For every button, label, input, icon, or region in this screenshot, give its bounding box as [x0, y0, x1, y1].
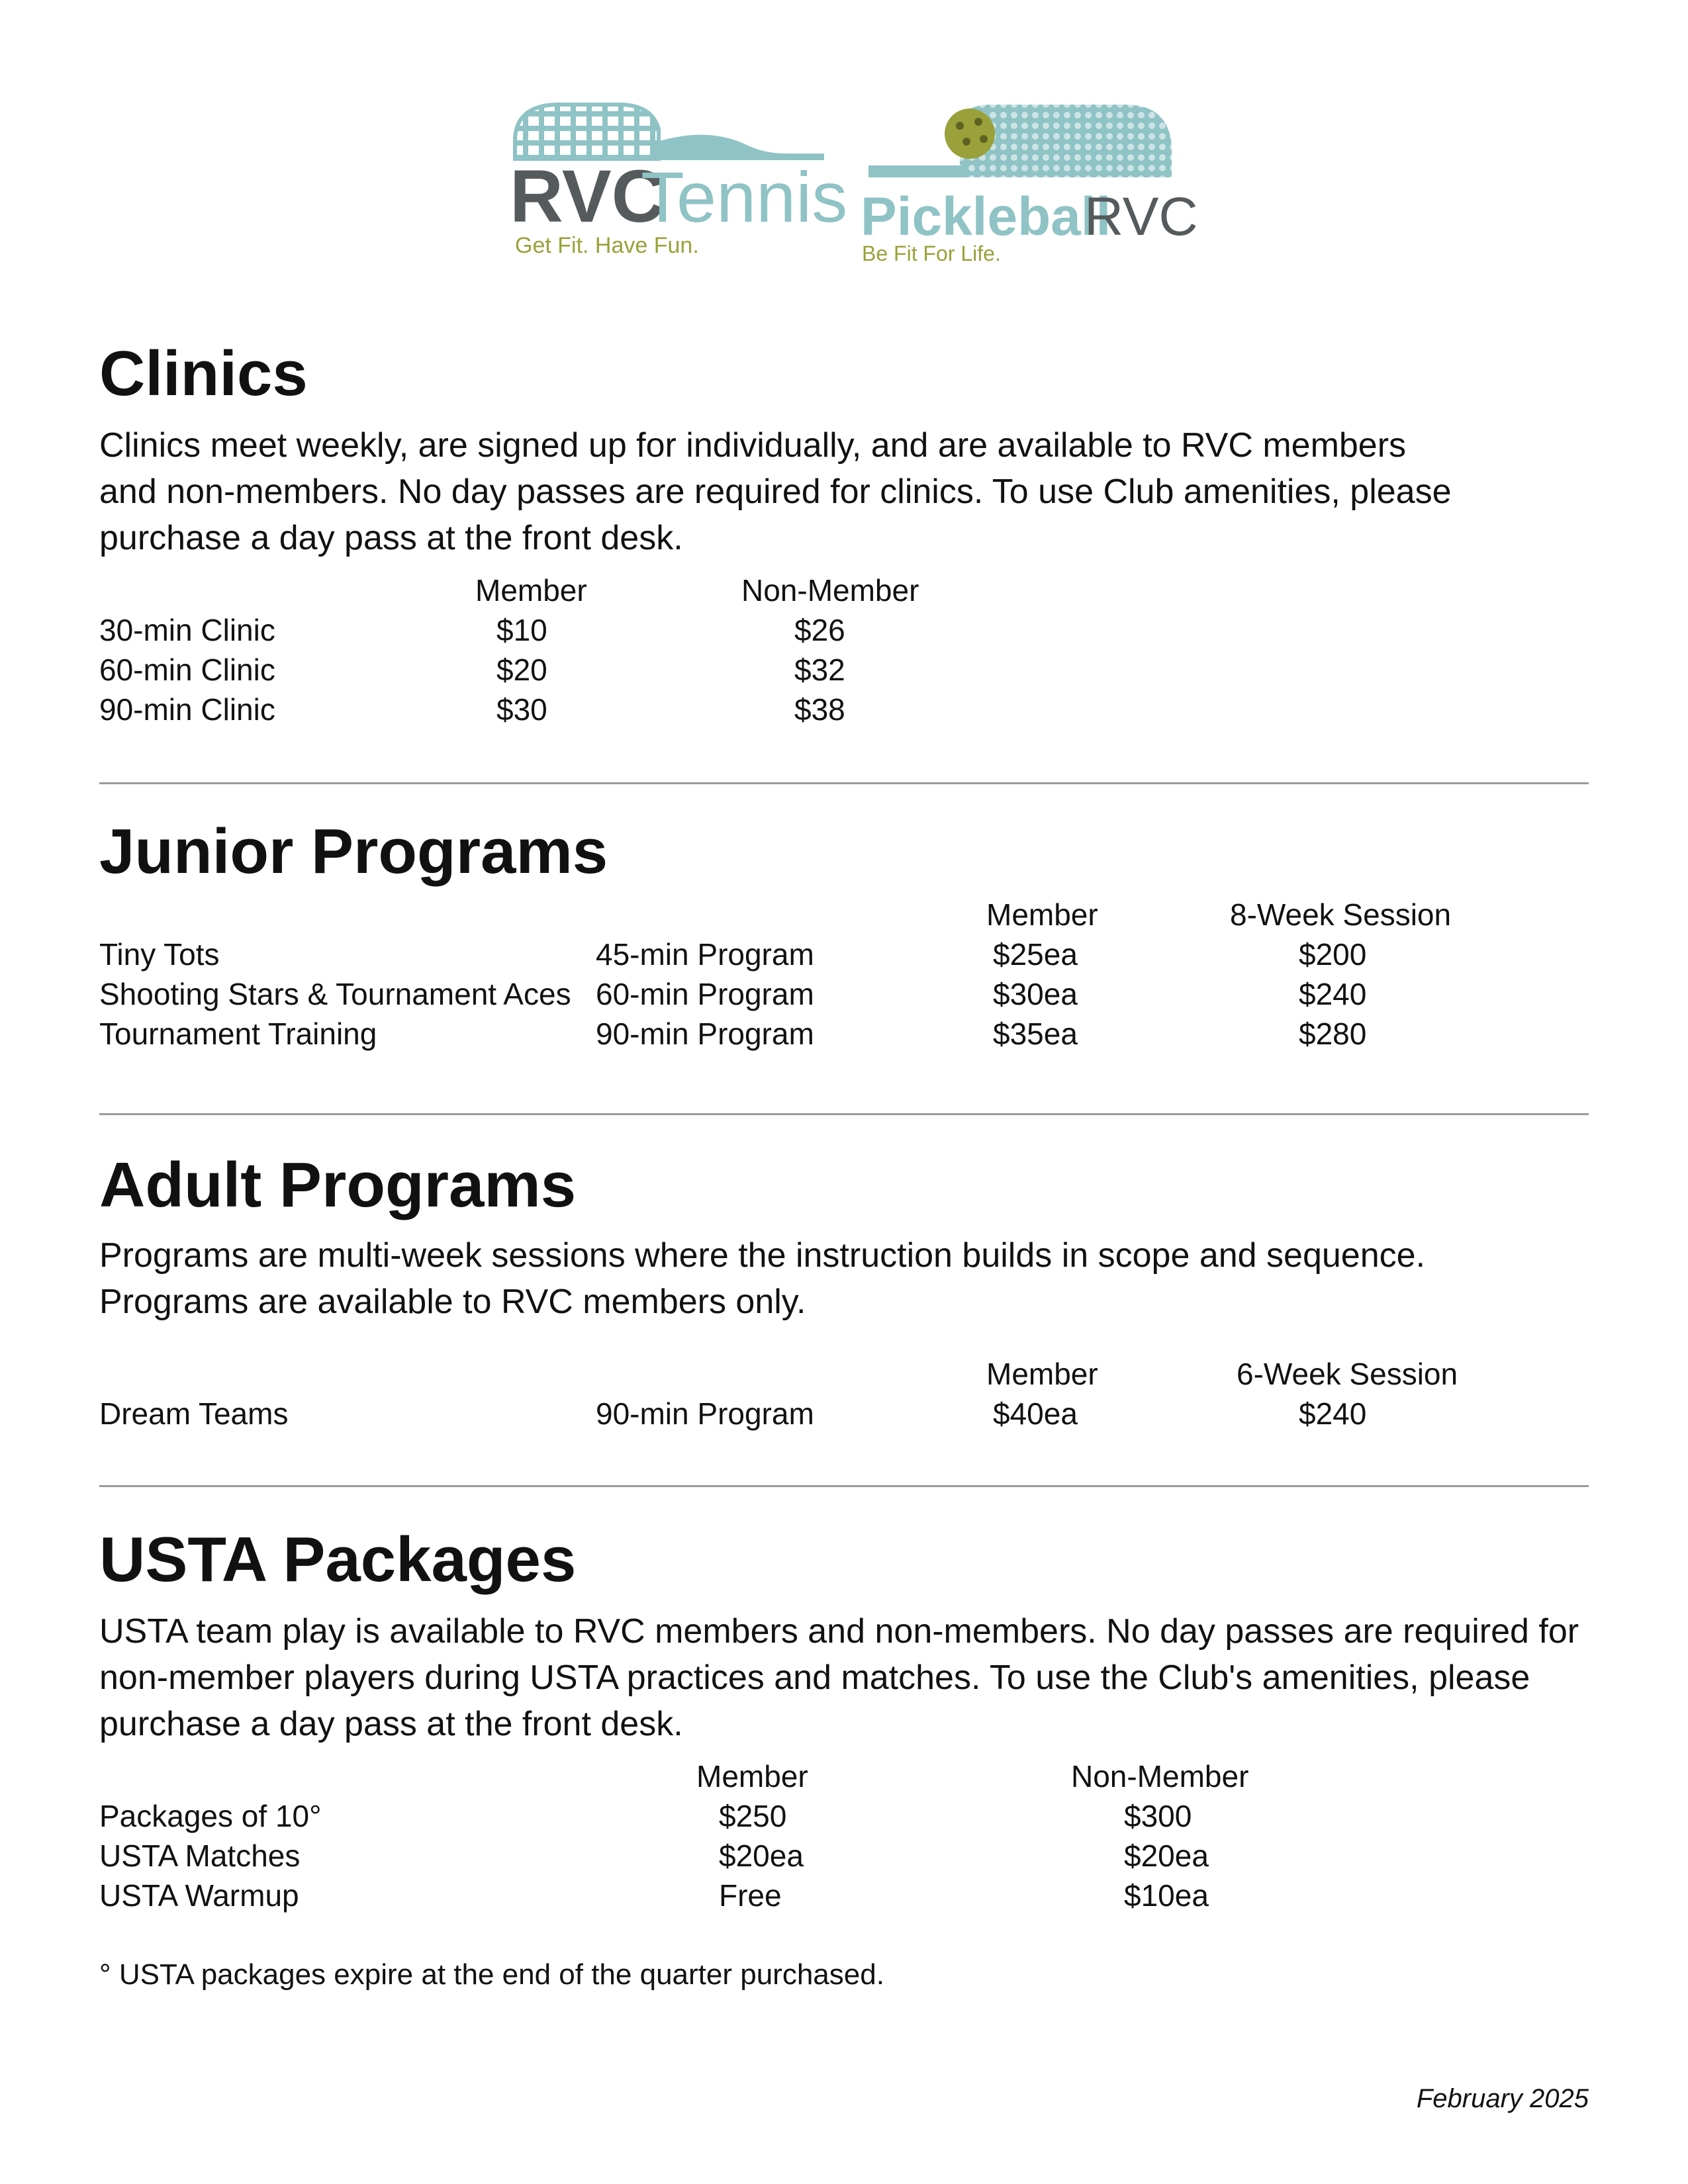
- usta-package-name: USTA Warmup: [99, 1878, 299, 1913]
- junior-session-price: $200: [1299, 937, 1367, 972]
- clinic-member-price: $30: [496, 692, 547, 727]
- clinic-member-price: $20: [496, 653, 547, 687]
- usta-non-member-price: $300: [1124, 1799, 1192, 1833]
- clinic-non-member-price: $38: [794, 692, 845, 727]
- junior-session-price: $280: [1299, 1017, 1367, 1051]
- svg-text:Get Fit. Have Fun.: Get Fit. Have Fun.: [515, 233, 699, 258]
- clinics-desc-line: Clinics meet weekly, are signed up for individually, and are available to RVC members: [99, 426, 1407, 465]
- junior-program-name: Tournament Training: [99, 1017, 377, 1051]
- junior-program-name: Tiny Tots: [99, 937, 220, 972]
- document-date: February 2025: [1416, 2084, 1589, 2113]
- logo-header: [0, 0, 1688, 278]
- junior-program-duration: 45-min Program: [596, 937, 814, 972]
- pickleball-rvc-logo: [861, 99, 1198, 265]
- junior-session-price: $240: [1299, 977, 1367, 1011]
- adult-desc-line: Programs are multi-week sessions where the instruction builds in scope and sequence.: [99, 1236, 1426, 1275]
- clinic-non-member-price: $32: [794, 653, 845, 687]
- junior-header-session: 8-Week Session: [1230, 897, 1452, 932]
- rvc-tennis-logo: [510, 99, 848, 258]
- usta-member-price: $20ea: [719, 1839, 804, 1873]
- junior-program-duration: 90-min Program: [596, 1017, 814, 1051]
- adult-member-price: $40ea: [993, 1396, 1078, 1431]
- usta-desc-line: USTA team play is available to RVC members and non-members. No day passes are required for: [99, 1612, 1579, 1651]
- section-divider: [99, 782, 1589, 784]
- clinics-desc-line: and non-members. No day passes are required for clinics. To use Club amenities, please: [99, 473, 1452, 511]
- junior-programs-title: Junior Programs: [99, 816, 608, 887]
- junior-header-member: Member: [986, 897, 1098, 932]
- tennis-racket-icon: [510, 99, 848, 258]
- usta-member-price: $250: [719, 1799, 787, 1833]
- usta-footnote: ° USTA packages expire at the end of the quarter purchased.: [99, 1958, 884, 1991]
- usta-package-name: Packages of 10°: [99, 1799, 322, 1833]
- usta-packages-title: USTA Packages: [99, 1524, 577, 1595]
- junior-member-price: $30ea: [993, 977, 1078, 1011]
- clinic-non-member-price: $26: [794, 613, 845, 647]
- clinic-member-price: $10: [496, 613, 547, 647]
- clinic-name: 90-min Clinic: [99, 692, 275, 727]
- clinics-header-non-member: Non-Member: [741, 573, 919, 608]
- adult-desc-line: Programs are available to RVC members only.: [99, 1283, 806, 1321]
- pickleball-paddle-icon: [861, 99, 1198, 265]
- adult-session-price: $240: [1299, 1396, 1367, 1431]
- svg-text:Be Fit For Life.: Be Fit For Life.: [862, 242, 1001, 265]
- usta-member-price: Free: [719, 1878, 782, 1913]
- usta-header-member: Member: [696, 1759, 808, 1794]
- section-divider: [99, 1113, 1589, 1115]
- svg-text:Pickleball: Pickleball: [861, 187, 1111, 247]
- usta-desc-line: purchase a day pass at the front desk.: [99, 1705, 683, 1743]
- svg-text:Tennis: Tennis: [641, 157, 848, 237]
- junior-member-price: $25ea: [993, 937, 1078, 972]
- svg-text:RVC: RVC: [1084, 187, 1198, 247]
- adult-program-duration: 90-min Program: [596, 1396, 814, 1431]
- adult-header-member: Member: [986, 1357, 1098, 1391]
- clinic-name: 30-min Clinic: [99, 613, 275, 647]
- usta-desc-line: non-member players during USTA practices and matches. To use the Club's amenities, please: [99, 1659, 1530, 1697]
- junior-program-duration: 60-min Program: [596, 977, 814, 1011]
- clinic-name: 60-min Clinic: [99, 653, 275, 687]
- usta-non-member-price: $10ea: [1124, 1878, 1209, 1913]
- usta-non-member-price: $20ea: [1124, 1839, 1209, 1873]
- section-divider: [99, 1485, 1589, 1487]
- adult-program-name: Dream Teams: [99, 1396, 289, 1431]
- usta-package-name: USTA Matches: [99, 1839, 301, 1873]
- junior-program-name: Shooting Stars & Tournament Aces: [99, 977, 571, 1011]
- clinics-desc-line: purchase a day pass at the front desk.: [99, 519, 683, 557]
- svg-text:RVC: RVC: [510, 155, 665, 238]
- clinics-header-member: Member: [475, 573, 587, 608]
- adult-programs-title: Adult Programs: [99, 1150, 577, 1220]
- usta-header-non-member: Non-Member: [1071, 1759, 1249, 1794]
- clinics-title: Clinics: [99, 338, 308, 409]
- junior-member-price: $35ea: [993, 1017, 1078, 1051]
- adult-header-session: 6-Week Session: [1237, 1357, 1458, 1391]
